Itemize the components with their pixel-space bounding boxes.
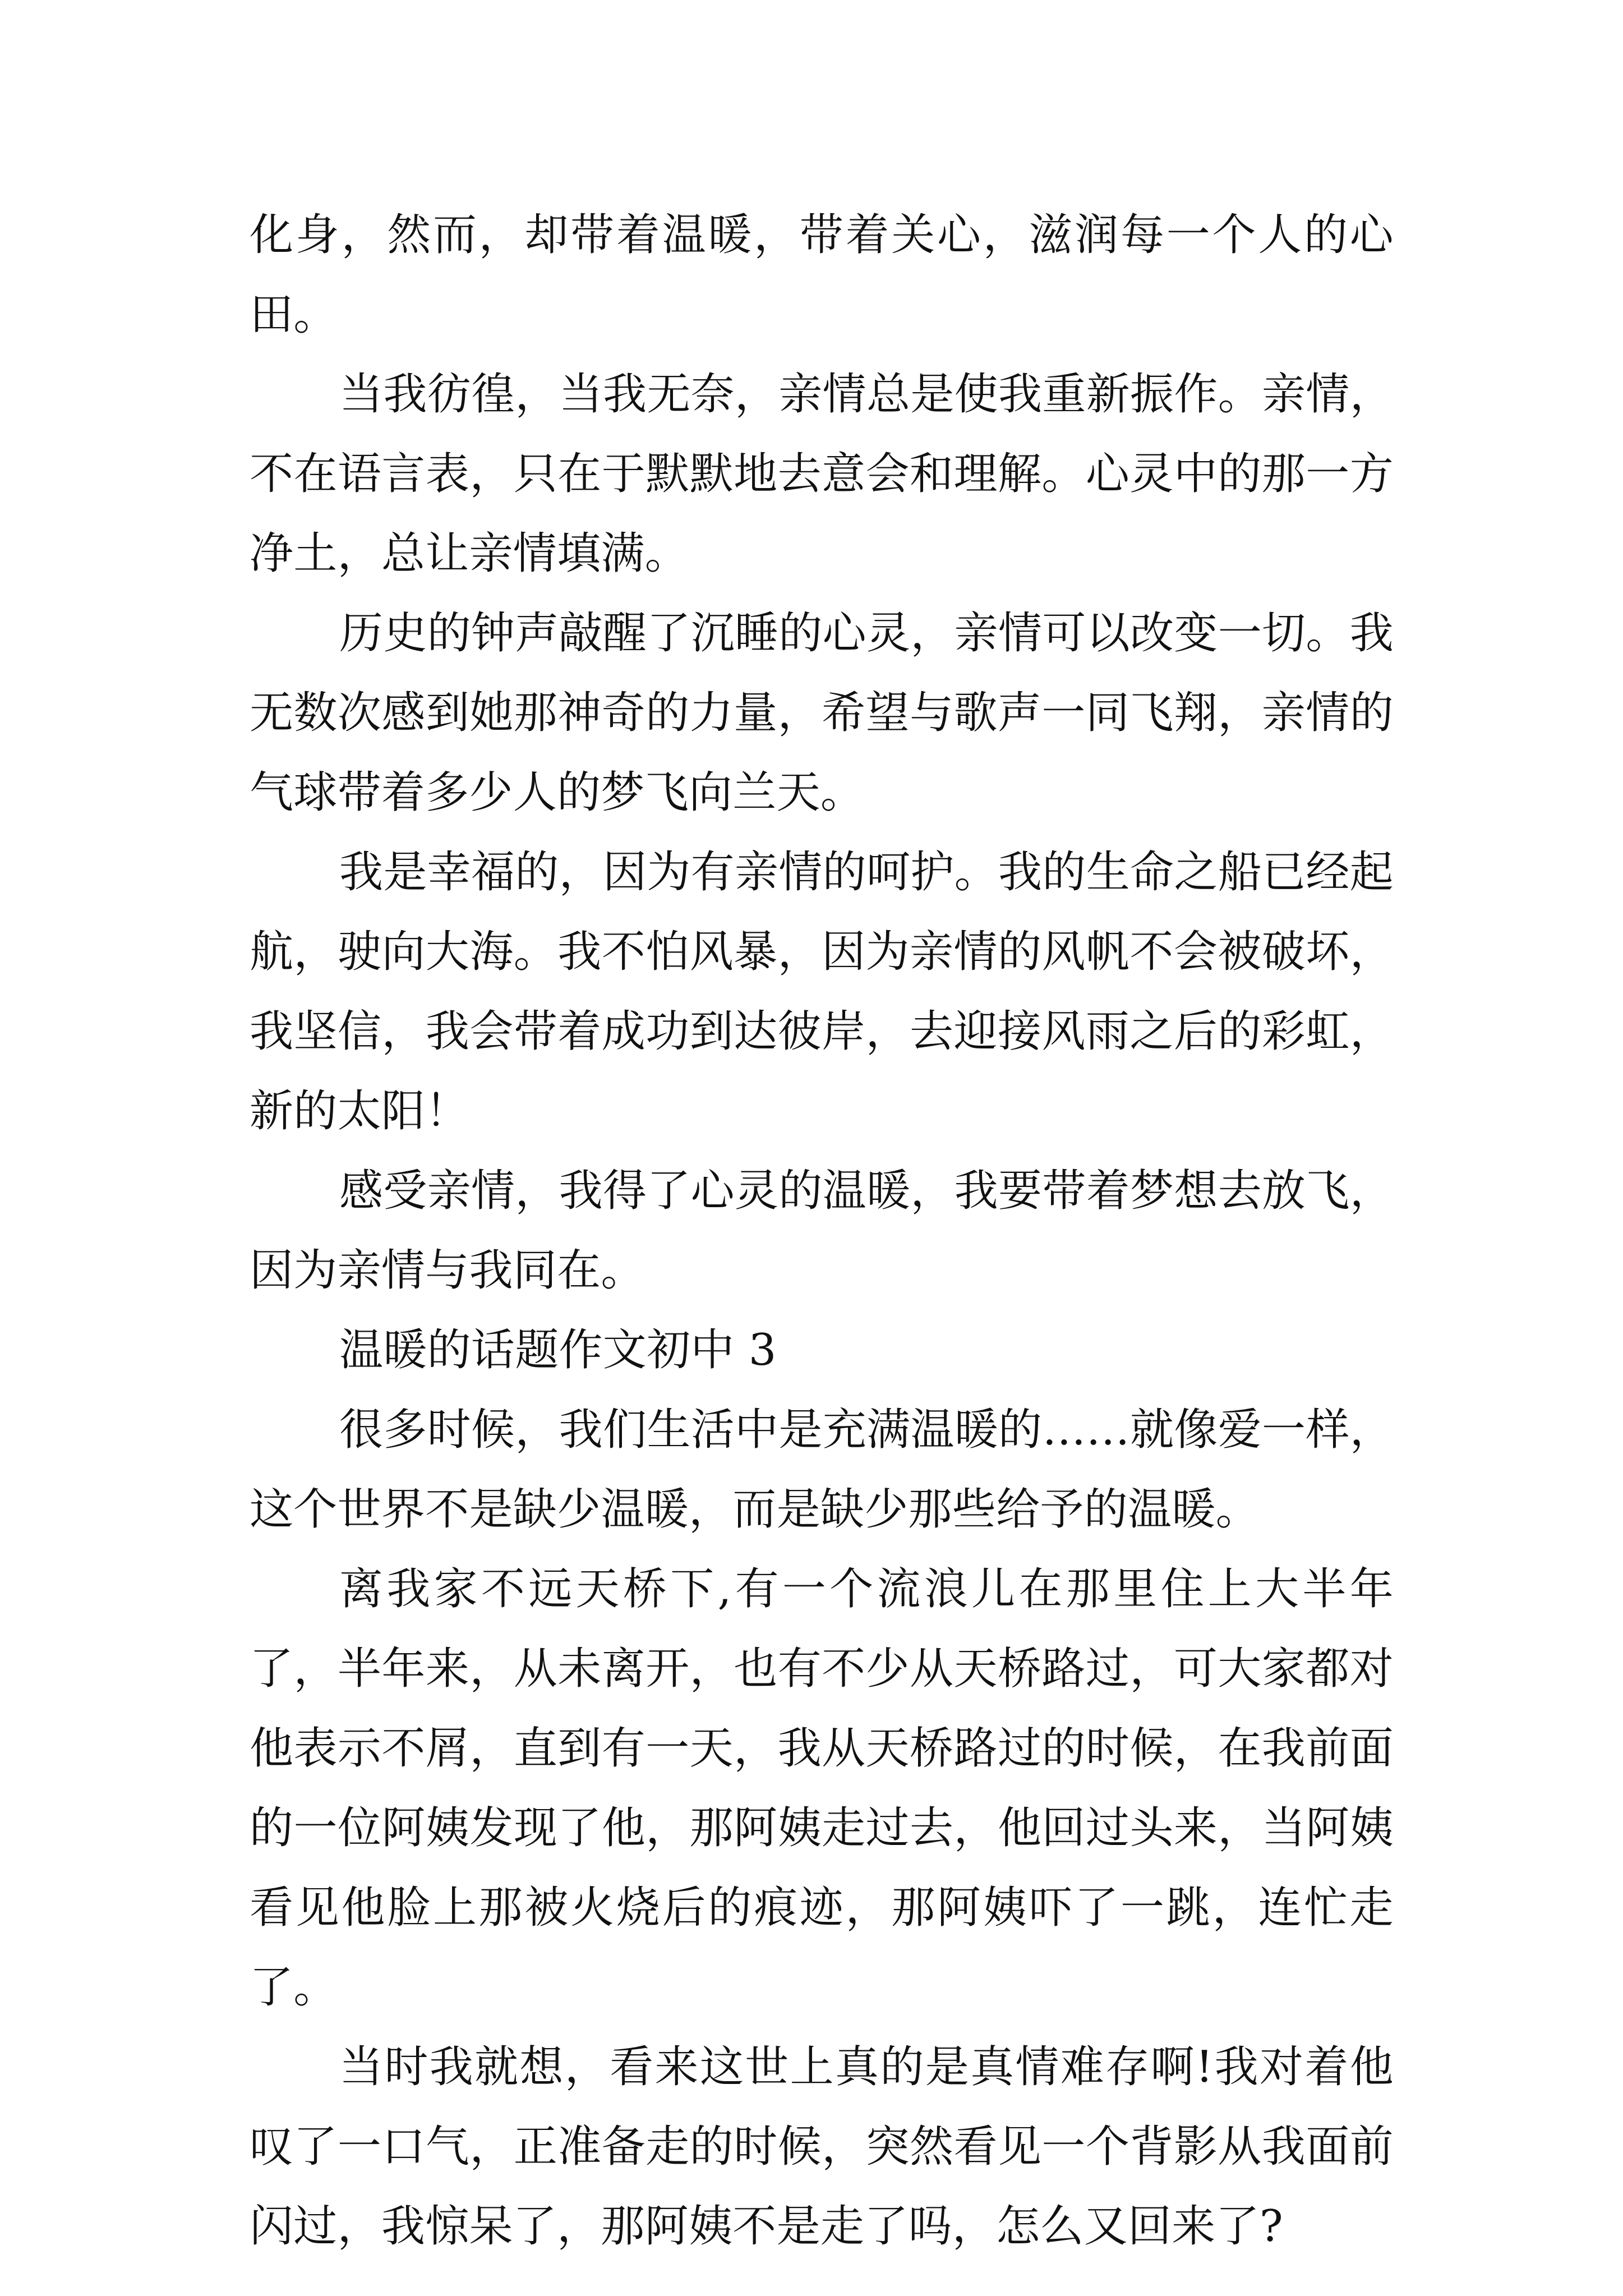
paragraph-5: 感受亲情，我得了心灵的温暖，我要带着梦想去放飞，因为亲情与我同在。 [250,1166,1394,1296]
paragraph-2: 当我彷徨，当我无奈，亲情总是使我重新振作。亲情，不在语言表，只在于默默地去意会和理解。心灵中的那一方净土，总让亲情填满。 [250,369,1394,579]
paragraph-3: 历史的钟声敲醒了沉睡的心灵，亲情可以改变一切。我无数次感到她那神奇的力量，希望与歌声一同飞翔，亲情的气球带着多少人的梦飞向兰天。 [250,608,1394,818]
document-body [250,195,1394,2266]
paragraph-4: 我是幸福的，因为有亲情的呵护。我的生命之船已经起航，驶向大海。我不怕风暴，因为亲情的风帆不会被破坏，我坚信，我会带着成功到达彼岸，去迎接风雨之后的彩虹，新的太阳！ [250,847,1394,1137]
paragraph-1: 化身，然而，却带着温暖，带着关心，滋润每一个人的心田。 [250,210,1394,340]
paragraph-7: 离我家不远天桥下,有一个流浪儿在那里住上大半年了，半年来，从未离开，也有不少从天桥路过，可大家都对他表示不屑，直到有一天，我从天桥路过的时候，在我前面的一位阿姨发现了他，那阿姨走过去，他回过头来，当阿姨看见他脸上那被火烧后的痕迹，那阿姨吓了一跳，连忙走了。 [250,1564,1394,2013]
section-title: 温暖的话题作文初中 3 [339,1325,777,1375]
paragraph-6: 很多时候，我们生活中是充满温暖的……就像爱一样，这个世界不是缺少温暖，而是缺少那些给予的温暖。 [250,1405,1394,1535]
paragraph-8: 当时我就想，看来这世上真的是真情难存啊!我对着他叹了一口气，正准备走的时候，突然看见一个背影从我面前闪过，我惊呆了，那阿姨不是走了吗，怎么又回来了? [250,2042,1394,2252]
